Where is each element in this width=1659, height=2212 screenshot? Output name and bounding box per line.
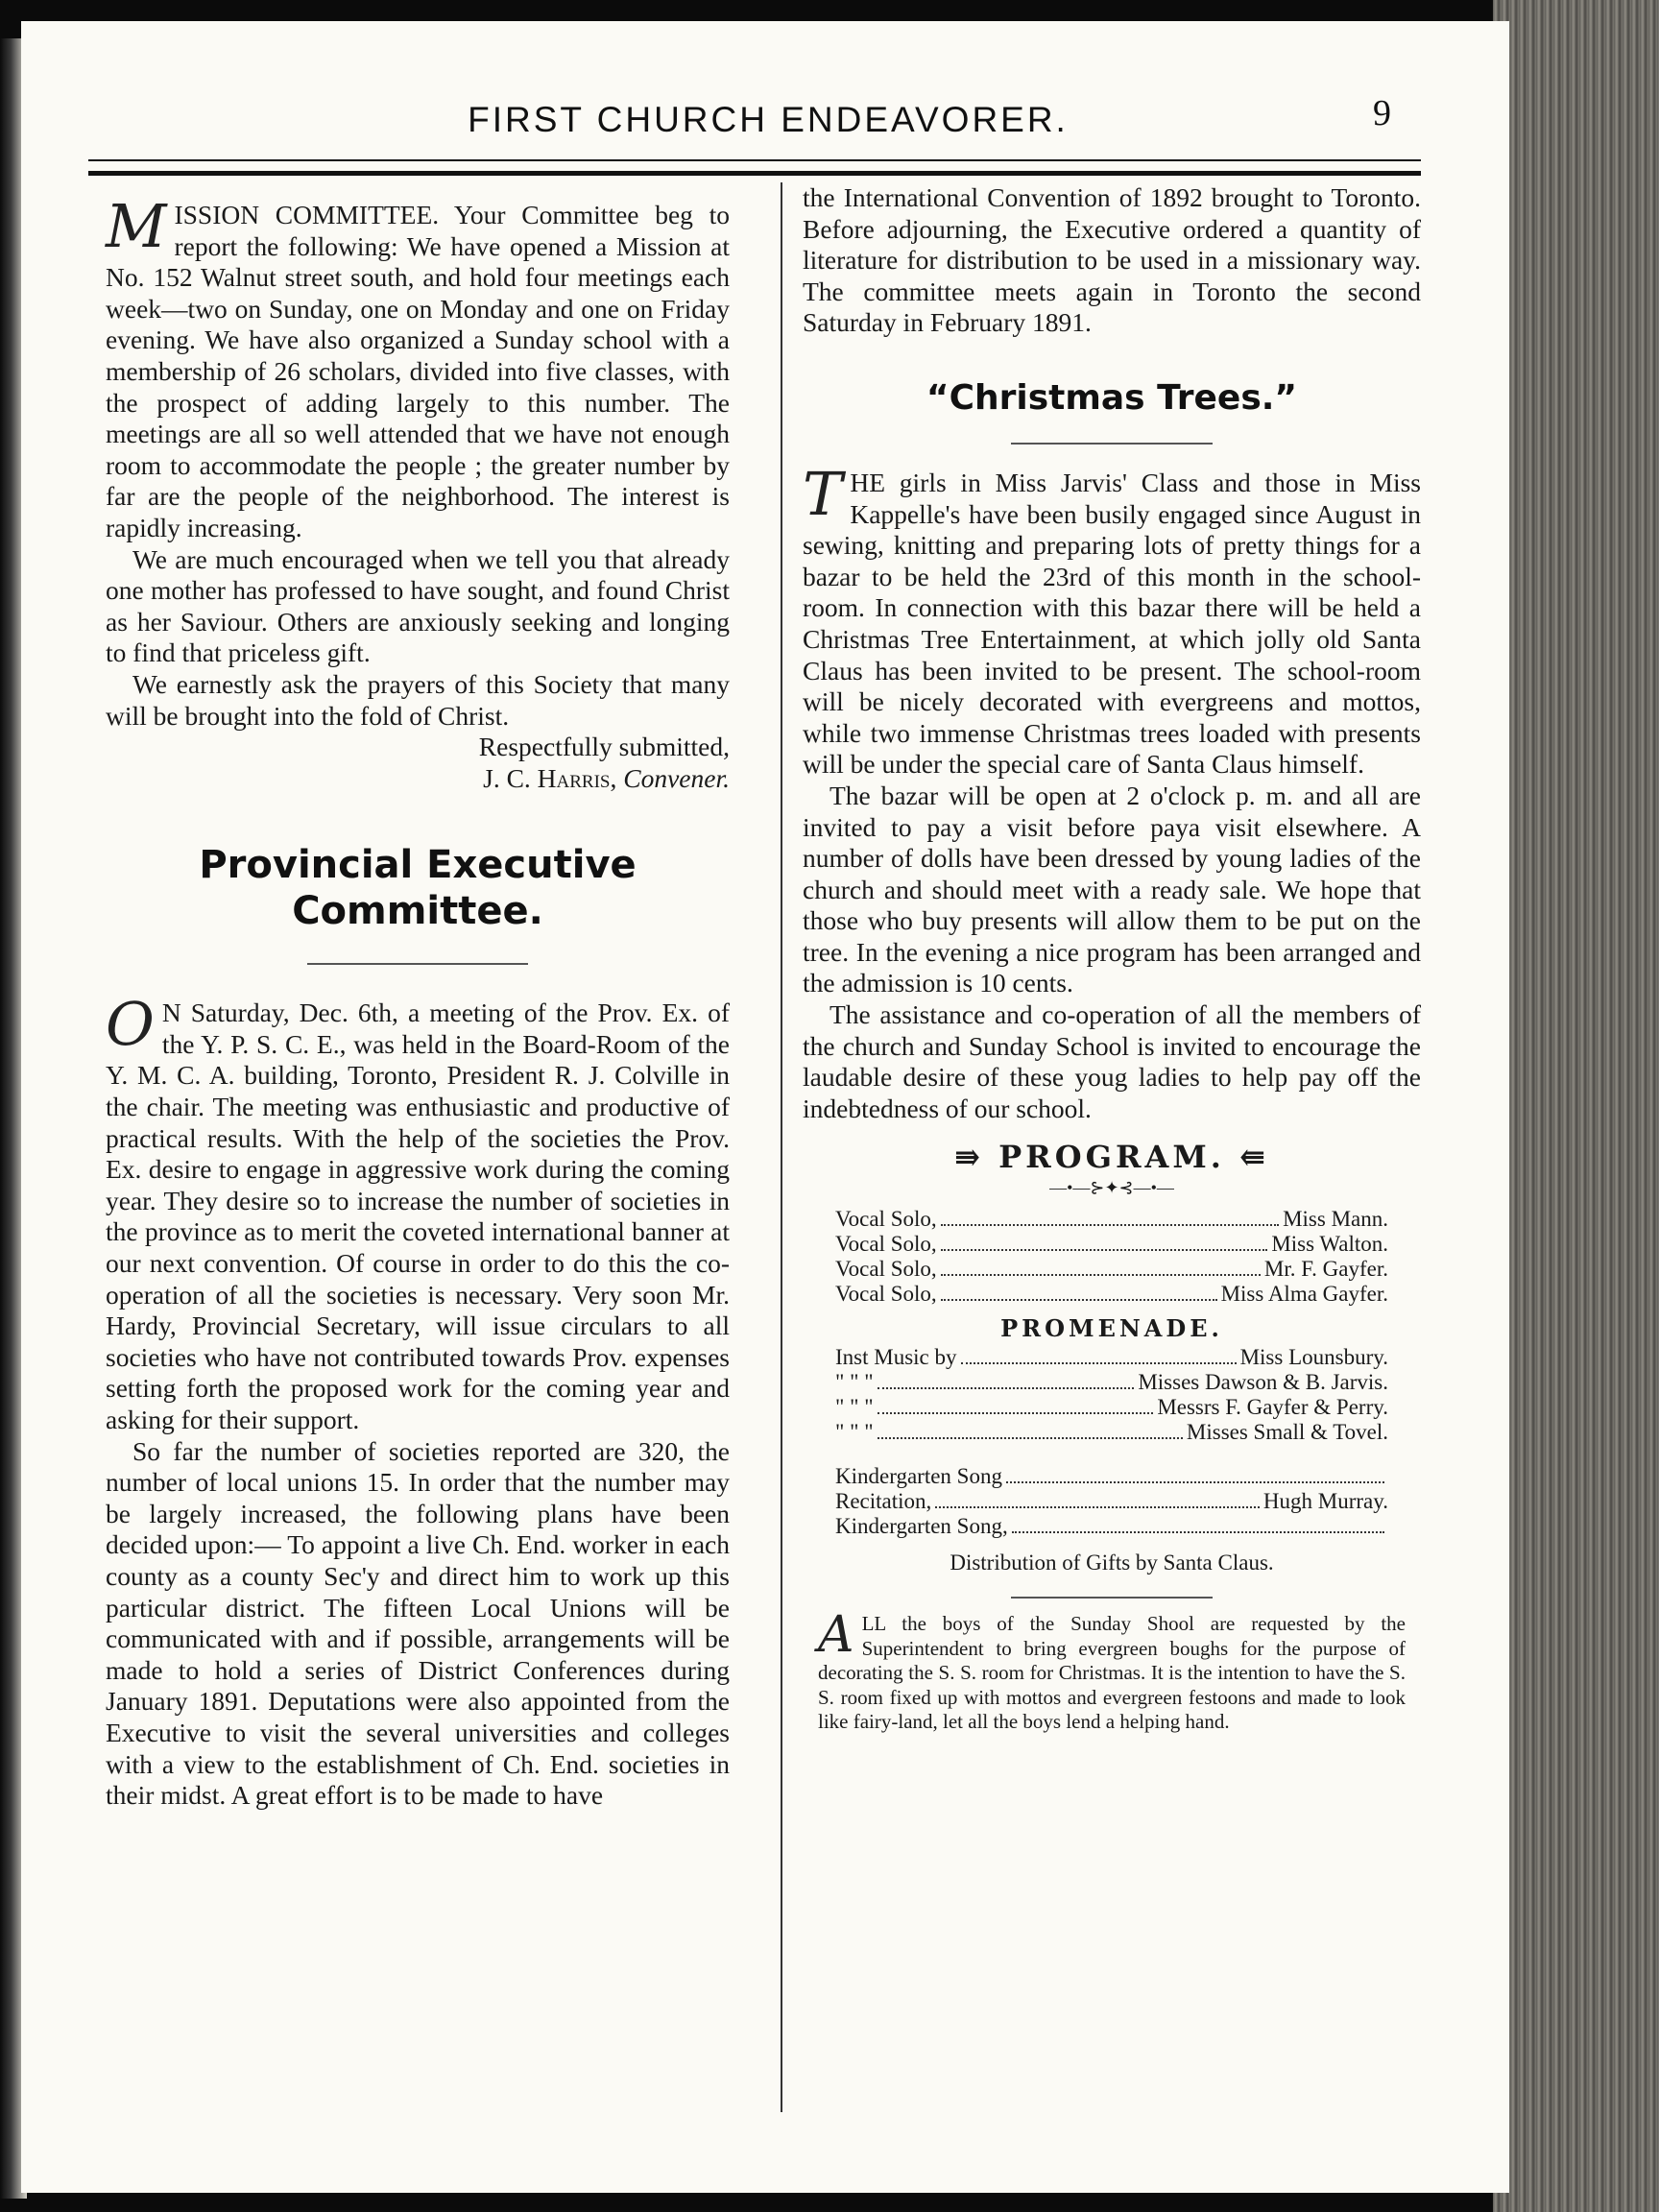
program-performer: Miss Mann. <box>1283 1207 1388 1232</box>
header-rule-thin <box>88 159 1421 161</box>
program-divider: —•—⊱✦⊰—•— <box>1049 1178 1174 1198</box>
provincial-continuation: the International Convention of 1892 brought to Toronto. Before adjourning, the Executive ordered a quantity of literature for distribution to be used in a missionary way. The committee meets again in Toronto the second Saturday in February 1891. <box>803 182 1421 338</box>
program-row <box>835 1370 1388 1395</box>
dot-leader <box>935 1506 1260 1508</box>
program-row <box>835 1257 1388 1282</box>
mission-heading: ISSION COMMITTEE. <box>174 200 440 229</box>
program-title: ⇛ PROGRAM. ⇚ <box>954 1139 1269 1176</box>
dot-leader <box>961 1362 1237 1364</box>
program-row <box>835 1420 1388 1445</box>
christmas-heading: “Christmas Trees.” <box>926 377 1298 418</box>
page-number: 9 <box>1373 93 1391 133</box>
mission-closing: Respectfully submitted, <box>478 732 730 762</box>
program-row <box>835 1232 1388 1257</box>
program-item: Kindergarten Song, <box>835 1514 1008 1539</box>
program-item: " " " <box>835 1395 874 1420</box>
christmas-dropcap: T <box>803 458 843 529</box>
program-item: Inst Music by <box>835 1345 957 1370</box>
boys-notice-dropcap: A <box>818 1606 854 1665</box>
dot-leader <box>941 1224 1279 1226</box>
book-page-edges <box>1493 0 1659 2212</box>
christmas-article <box>803 458 1421 1124</box>
provincial-paragraph-1: N Saturday, Dec. 6th, a meeting of the Prov. Ex. of the Y. P. S. C. E., was held in the Board-Room of the Y. M. C. A. building, Toronto, President R. J. Colville in the chair. The meeting was enthusiastic and productive of practical results. With the help of the societies the Prov. Ex. desire to engage in aggressive work during the coming year. They desire so to increase the number of societies in the province as to merit the coveted international banner at our next convention. Of course in order to do this the co-operation of all the societies is necessary. Very soon Mr. Hardy, Provincial Secretary, will issue circulars to all societies who have not contributed towards Prov. expenses setting forth the proposed work for the coming year and asking for their support. <box>106 998 730 1434</box>
program-item: Kindergarten Song <box>835 1464 1002 1489</box>
dot-leader <box>941 1299 1217 1301</box>
mission-signature <box>106 763 730 795</box>
provincial-dropcap: O <box>106 989 155 1060</box>
right-column <box>803 182 1421 1735</box>
closing-list <box>835 1464 1388 1539</box>
signature-name: J. C. Harris, <box>483 762 617 793</box>
program-performer: Miss Walton. <box>1271 1232 1388 1257</box>
program-performer: Hugh Murray. <box>1262 1489 1388 1514</box>
christmas-paragraph-2: The bazar will be open at 2 o'clock p. m. and all are invited to pay a visit before paya visit elsewhere. A number of dolls have been dressed by young ladies of the church and should meet with a ready sale. We hope that those who buy presents will allow them to be put on the tree. In the evening a nice program has been arranged and the admission is 10 cents. <box>803 780 1421 998</box>
program-row <box>835 1345 1388 1370</box>
program-row <box>835 1514 1388 1539</box>
boys-notice-text: LL the boys of the Sunday Shool are requested by the Superintendent to bring evergreen boughs for the purpose of decorating the S. S. room for Christmas. It is the intention to have the S. S. room fixed up with mottos and evergreen festoons and made to look like fairy-land, let all the boys lend a helping hand. <box>818 1612 1406 1734</box>
mission-paragraph-3: We earnestly ask the prayers of this Society that many will be brought into the fold of Christ. <box>106 668 730 731</box>
column-divider <box>781 182 782 2112</box>
program-performer: Mr. F. Gayfer. <box>1263 1257 1388 1282</box>
program-item: Vocal Solo, <box>835 1257 937 1282</box>
program-performer: Misses Dawson & B. Jarvis. <box>1138 1370 1388 1395</box>
christmas-paragraph-3: The assistance and co-operation of all the members of the church and Sunday School is invited to encourage the laudable desire of these youg ladies to help pay off the indebtedness of our school. <box>803 999 1421 1123</box>
promenade-title: PROMENADE. <box>1000 1314 1223 1343</box>
provincial-article <box>106 989 730 1811</box>
provincial-heading-rule <box>307 963 528 965</box>
program-item: Recitation, <box>835 1489 932 1514</box>
program-row <box>835 1282 1388 1307</box>
signature-title: Convener. <box>623 762 730 793</box>
program-row <box>835 1207 1388 1232</box>
notice-rule <box>1011 1597 1213 1599</box>
mission-dropcap: M <box>106 191 167 261</box>
left-column <box>106 191 730 1812</box>
dot-leader <box>941 1249 1268 1251</box>
program-item: " " " <box>835 1420 874 1445</box>
program-item: Vocal Solo, <box>835 1207 937 1232</box>
program-performer: Miss Lounsbury. <box>1239 1345 1388 1370</box>
mission-committee-article <box>106 191 730 794</box>
boys-notice <box>803 1606 1421 1735</box>
dot-leader <box>1012 1531 1384 1533</box>
provincial-heading: Provincial Executive Committee. <box>199 843 637 934</box>
dot-leader <box>941 1274 1261 1276</box>
christmas-paragraph-1: HE girls in Miss Jarvis' Class and those in Miss Kappelle's have been busily engaged since August in sewing, knitting and preparing lots of pretty things for a bazar to be held the 23rd of this month in the school-room. In connection with this bazar there will be held a Christmas Tree Entertainment, at which jolly old Santa Claus has been invited to be present. The school-room will be nicely decorated with evergreens and mottos, while two immense Christmas trees loaded with presents will be under the special care of Santa Claus himself. <box>803 467 1421 780</box>
mission-paragraph-1: Your Committee beg to report the following: We have opened a Mission at No. 152 Walnut street south, and hold four meetings each week—two on Sunday, one on Monday and one on Friday evening. We have also organized a Sunday school with a membership of 26 scholars, divided into five classes, with the prospect of adding largely to this number. The meetings are all so well attended that we have not enough room to accommodate the people ; the greater number by far are the people of the neighborhood. The interest is rapidly increasing. <box>106 200 730 542</box>
program-section <box>803 1138 1421 1575</box>
mission-paragraph-2: We are much encouraged when we tell you that already one mother has professed to have sought, and found Christ as her Saviour. Others are anxiously seeking and longing to find that priceless gift. <box>106 543 730 668</box>
program-row <box>835 1395 1388 1420</box>
running-header-title: FIRST CHURCH ENDEAVORER. <box>468 100 1069 139</box>
dot-leader <box>878 1412 1154 1414</box>
dot-leader <box>878 1387 1135 1389</box>
program-item: Vocal Solo, <box>835 1232 937 1257</box>
program-ornament-left: ⇛ <box>954 1139 984 1176</box>
program-item: " " " <box>835 1370 874 1395</box>
vocal-list <box>835 1207 1388 1307</box>
christmas-heading-rule <box>1011 443 1213 445</box>
program-final-item: Distribution of Gifts by Santa Claus. <box>950 1551 1274 1575</box>
program-performer: Miss Alma Gayfer. <box>1220 1282 1388 1307</box>
program-item: Vocal Solo, <box>835 1282 937 1307</box>
promenade-list <box>835 1345 1388 1445</box>
program-row <box>835 1464 1388 1489</box>
provincial-paragraph-2: So far the number of societies reported are 320, the number of local unions 15. In order that the number may be largely increased, the following plans have been decided upon:— To appoint a live Ch. End. worker in each county as a county Sec'y and direct him to work up this particular district. The fifteen Local Unions will be communicated with and if possible, arrangements will be made to hold a series of District Conferences during January 1891. Deputations were also appointed from the Executive to visit the several universities and colleges with a view to the establishment of Ch. End. societies in their midst. A great effort is to be made to have <box>106 1435 730 1811</box>
program-ornament-right: ⇚ <box>1239 1139 1269 1176</box>
dot-leader <box>878 1437 1183 1439</box>
header-rule-thick <box>88 171 1421 176</box>
dot-leader <box>1006 1481 1384 1483</box>
program-performer: Misses Small & Tovel. <box>1186 1420 1388 1445</box>
program-performer: Messrs F. Gayfer & Perry. <box>1157 1395 1388 1420</box>
program-row <box>835 1489 1388 1514</box>
